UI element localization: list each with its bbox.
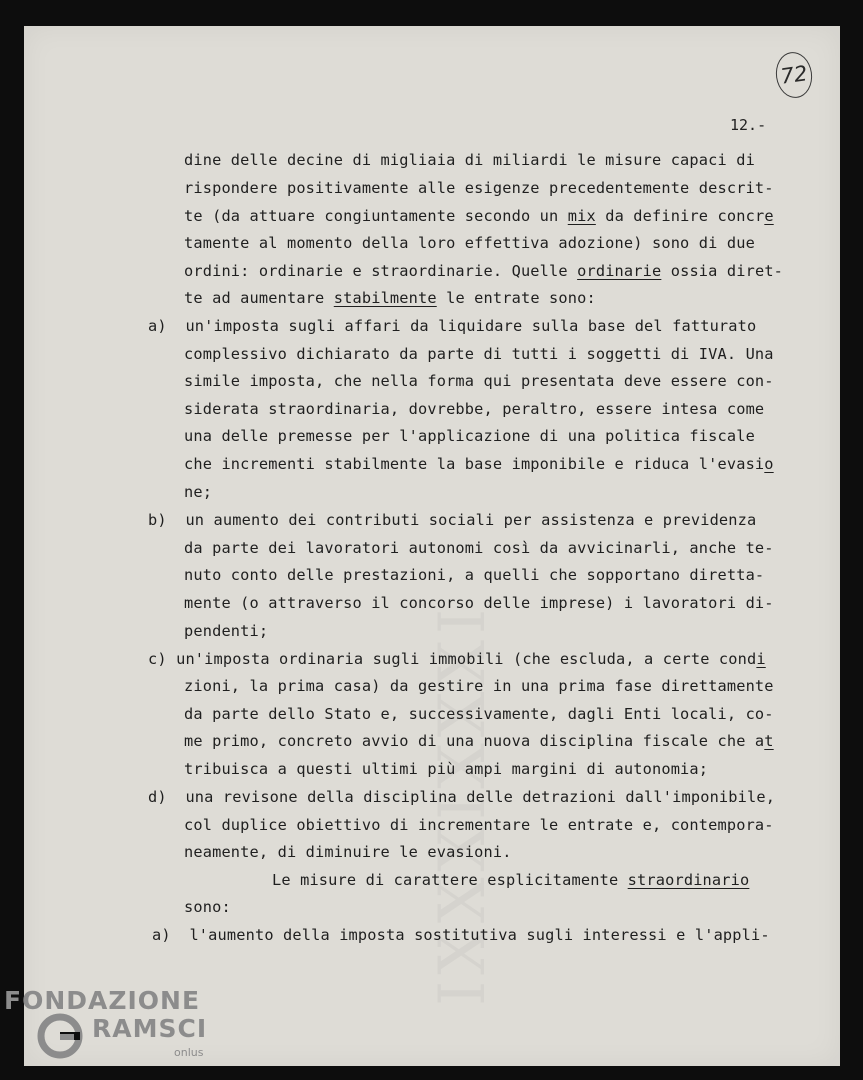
text-segment: a) un'imposta sugli affari da liquidare sulla base del fatturato	[148, 317, 757, 335]
logo-suffix: onlus	[174, 1046, 204, 1059]
text-line	[184, 206, 774, 226]
text-segment: ossia diret-	[661, 262, 784, 280]
text-line	[184, 897, 231, 917]
text-line	[184, 233, 755, 253]
text-segment: simile imposta, che nella forma qui presentata deve essere con-	[184, 372, 774, 390]
text-segment: tribuisca a questi ultimi più ampi margini di autonomia;	[184, 760, 709, 778]
text-segment: da parte dello Stato e, successivamente, dagli Enti locali, co-	[184, 705, 774, 723]
text-segment: da parte dei lavoratori autonomi così da avvicinarli, anche te-	[184, 539, 774, 557]
text-segment: siderata straordinaria, dovrebbe, peraltro, essere intesa come	[184, 400, 765, 418]
text-line	[184, 371, 774, 391]
text-line	[184, 399, 764, 419]
text-segment: complessivo dichiarato da parte di tutti i soggetti di IVA. Una	[184, 345, 774, 363]
text-segment: Le misure di carattere esplicitamente	[272, 871, 628, 889]
text-line	[148, 316, 756, 336]
text-segment: pendenti;	[184, 622, 269, 640]
text-line	[184, 704, 774, 724]
text-segment: nuto conto delle prestazioni, a quelli che sopportano diretta-	[184, 566, 765, 584]
text-segment: dine delle decine di migliaia di miliardi le misure capaci di	[184, 151, 755, 169]
text-segment: sono:	[184, 898, 231, 916]
text-segment: tamente al momento della loro effettiva adozione) sono di due	[184, 234, 755, 252]
text-line	[184, 426, 755, 446]
watermark-stamp: IXXXIXXXI	[426, 602, 500, 1006]
underlined-text: mix	[567, 207, 596, 225]
underlined-text: t	[764, 732, 774, 750]
logo-line-2: RAMSCI	[92, 1014, 208, 1043]
logo-g-icon	[36, 1012, 84, 1060]
text-segment: b) un aumento dei contributi sociali per assistenza e previdenza	[148, 511, 757, 529]
underlined-text: o	[764, 455, 774, 473]
text-segment: a) l'aumento della imposta sostitutiva sugli interessi e l'appli-	[152, 926, 770, 944]
text-segment: te (da attuare congiuntamente secondo un	[184, 207, 568, 225]
text-segment: le entrate sono:	[436, 289, 596, 307]
text-line	[184, 538, 774, 558]
text-line	[272, 870, 749, 890]
underlined-text: stabilmente	[333, 289, 437, 307]
text-line	[184, 344, 774, 364]
text-line	[148, 510, 756, 530]
text-segment: ne;	[184, 483, 213, 501]
document-page	[24, 26, 840, 1066]
underlined-text: i	[756, 650, 766, 668]
text-line	[184, 731, 774, 751]
folio-number: 72	[773, 50, 815, 101]
text-line	[184, 288, 596, 308]
text-segment: col duplice obiettivo di incrementare le entrate e, contempora-	[184, 816, 774, 834]
text-line	[148, 787, 775, 807]
text-line	[148, 649, 766, 669]
underlined-text: ordinarie	[577, 262, 662, 280]
text-segment: neamente, di diminuire le evasioni.	[184, 843, 512, 861]
text-line	[184, 593, 774, 613]
text-line	[184, 261, 783, 281]
text-line	[184, 621, 268, 641]
text-segment: me primo, concreto avvio di una nuova disciplina fiscale che a	[184, 732, 765, 750]
logo-line-1: FONDAZIONE	[4, 986, 201, 1015]
text-line	[184, 676, 774, 696]
text-line	[184, 150, 755, 170]
text-segment: da definire concr	[595, 207, 765, 225]
text-line	[152, 925, 770, 945]
underlined-text: e	[764, 207, 774, 225]
text-segment: una delle premesse per l'applicazione di una politica fiscale	[184, 427, 755, 445]
page-number: 12.-	[730, 116, 767, 134]
text-segment: te ad aumentare	[184, 289, 334, 307]
text-segment: zioni, la prima casa) da gestire in una prima fase direttamente	[184, 677, 774, 695]
text-line	[184, 565, 764, 585]
text-segment: che incrementi stabilmente la base imponibile e riduca l'evasi	[184, 455, 765, 473]
text-line	[184, 482, 212, 502]
text-segment: mente (o attraverso il concorso delle imprese) i lavoratori di-	[184, 594, 774, 612]
text-segment: ordini: ordinarie e straordinarie. Quelle	[184, 262, 578, 280]
text-line	[184, 178, 774, 198]
text-line	[184, 815, 774, 835]
underlined-text: straordinario	[627, 871, 750, 889]
text-line	[184, 759, 708, 779]
text-segment: rispondere positivamente alle esigenze precedentemente descrit-	[184, 179, 774, 197]
text-segment: c) un'imposta ordinaria sugli immobili (che escluda, a certe cond	[148, 650, 757, 668]
text-line	[184, 454, 774, 474]
text-line	[184, 842, 512, 862]
text-segment: d) una revisone della disciplina delle detrazioni dall'imponibile,	[148, 788, 776, 806]
fondazione-gramsci-logo	[4, 986, 224, 1076]
